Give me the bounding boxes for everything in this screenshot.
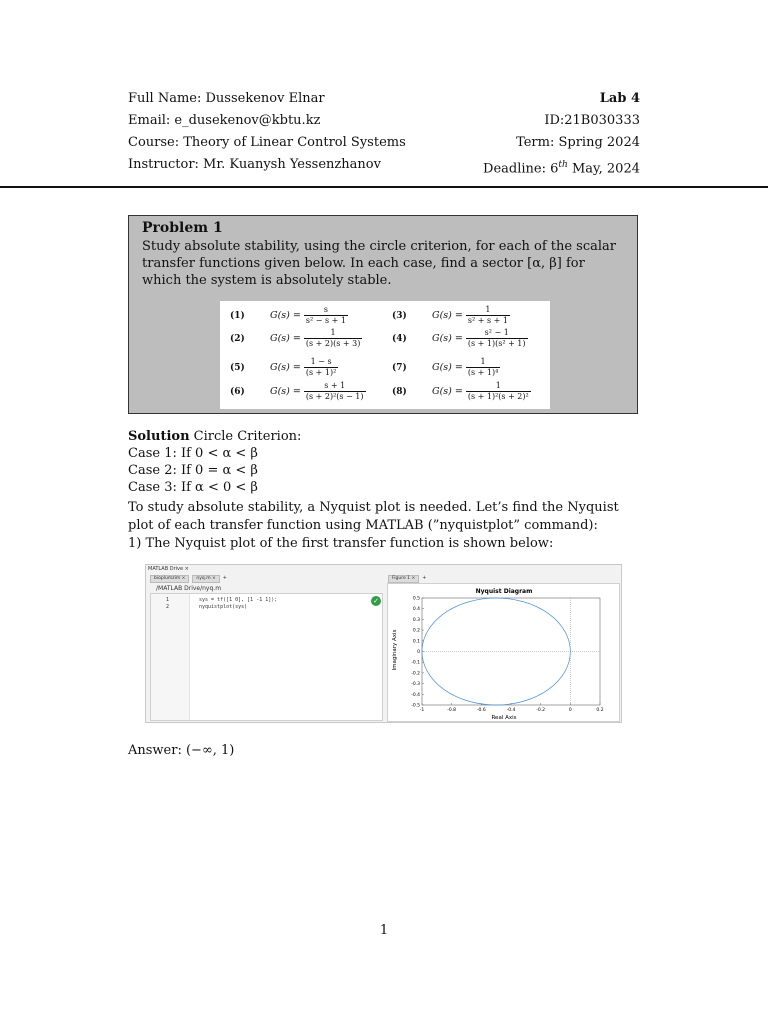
equation-7: (7) G(s) = $\frac{1}{\text{(s + 1)⁴}}$ — [392, 357, 499, 377]
solution-heading: Solution Circle Criterion: — [128, 429, 302, 444]
line-number-2: 2 — [166, 604, 170, 610]
tab-nyq[interactable]: nyq.m × — [192, 575, 219, 583]
line-gutter — [151, 594, 190, 720]
code-line-2: nyquistplot(sys) — [199, 604, 248, 610]
equation-6: (6) G(s) = $\frac{s + 1}{\text{(s + 2)²(s − 1)}}$ — [230, 381, 364, 401]
figure-panel — [387, 583, 620, 722]
problem-box — [128, 215, 638, 414]
case-1: Case 1: If 0 < α < β — [128, 446, 258, 461]
equation-4: (4) G(s) = $\frac{\text{s² − 1}}{\text{(s + 1)(s² + 1)}}$ — [392, 328, 526, 348]
full-name: Full Name: Dussekenov Elnar — [128, 91, 325, 106]
file-path: /MATLAB Drive/nyq.m — [156, 585, 222, 592]
check-icon: ✓ — [371, 596, 381, 606]
y-tick-label: 0 — [417, 650, 420, 655]
first-tf-paragraph: 1) The Nyquist plot of the first transfer function is shown below: — [128, 536, 554, 551]
page-number: 1 — [379, 923, 389, 938]
x-tick-label: 0 — [568, 708, 572, 713]
matlab-window-title: MATLAB Drive × — [148, 566, 189, 572]
equation-1: (1) G(s) = $\frac{s}{\text{s² − s + 1}}$ — [230, 305, 346, 325]
code-line-1: sys = tf([1 0], [1 -1 1]); — [199, 597, 278, 603]
y-tick-label: 0.2 — [412, 628, 420, 634]
add-tab-button[interactable]: + — [222, 575, 227, 581]
instructor: Instructor: Mr. Kuanysh Yessenzhanov — [128, 157, 381, 172]
y-tick-label: -0.5 — [411, 703, 420, 709]
course: Course: Theory of Linear Control Systems — [128, 135, 406, 150]
nyquist-chart — [388, 584, 619, 721]
x-tick-label: -0.8 — [447, 708, 457, 713]
equations-image — [220, 301, 550, 409]
add-figure-tab-button[interactable]: + — [422, 575, 427, 581]
y-tick-label: -0.2 — [411, 671, 420, 677]
x-tick-label: -1 — [419, 708, 425, 713]
x-axis-label: Real Axis — [491, 715, 517, 721]
x-tick-label: -0.6 — [476, 708, 486, 713]
solution — [128, 428, 301, 496]
y-tick-label: 0.3 — [412, 617, 420, 623]
y-tick-label: 0.1 — [412, 639, 420, 645]
nyquist-intro — [128, 499, 640, 553]
y-tick-label: -0.3 — [411, 682, 420, 688]
x-tick-label: -0.4 — [506, 708, 516, 713]
y-tick-label: 0.5 — [412, 596, 420, 602]
answer: Answer: (−∞, 1) — [128, 743, 235, 758]
term: Term: Spring 2024 — [516, 135, 640, 150]
deadline: Deadline: 6th May, 2024 — [483, 160, 640, 177]
chart-title: Nyquist Diagram — [475, 588, 533, 595]
y-tick-label: -0.4 — [411, 692, 420, 698]
editor-tabs — [150, 575, 227, 583]
x-tick-label: 0.2 — [596, 708, 604, 713]
assignment-info — [483, 88, 640, 180]
lab-number: Lab 4 — [599, 91, 640, 106]
student-id: ID:21B030333 — [544, 113, 640, 128]
y-tick-label: -0.1 — [411, 660, 420, 666]
equation-8: (8) G(s) = $\frac{1}{\text{(s + 1)²(s + 2)²}}$ — [392, 381, 529, 401]
y-tick-label: 0.4 — [412, 607, 420, 613]
y-axis-label: Imaginary Axis — [392, 629, 398, 671]
problem-title: Problem 1 — [142, 220, 223, 236]
author-info — [128, 88, 406, 176]
code-editor[interactable] — [150, 593, 383, 721]
x-tick-label: -0.2 — [536, 708, 546, 713]
tab-bioplumzim[interactable]: bioplumzim × — [150, 575, 189, 583]
email: Email: e_dusekenov@kbtu.kz — [128, 113, 321, 128]
figure-tabs — [388, 575, 426, 583]
case-2: Case 2: If 0 = α < β — [128, 463, 258, 478]
equation-2: (2) G(s) = $\frac{1}{(s + 2)(s + 3)}$ — [230, 328, 361, 348]
problem-text: Study absolute stability, using the circle criterion, for each of the scalar transfer functions given below. In each case, find a sector [α, β] for which the system is absolutely stable. — [142, 239, 617, 288]
tab-figure-1[interactable]: Figure 1 × — [388, 575, 419, 583]
case-3: Case 3: If α < 0 < β — [128, 480, 258, 495]
line-number-1: 1 — [166, 597, 170, 603]
equation-3: (3) G(s) = $\frac{1}{\text{s² + s + 1}}$ — [392, 305, 508, 325]
equation-5: (5) G(s) = $\frac{1 - s}{\text{(s + 1)²}}$ — [230, 357, 337, 377]
header-rule — [0, 186, 768, 188]
nyquist-paragraph: To study absolute stability, a Nyquist plot is needed. Let’s find the Nyquist plot of each transfer function using MATLAB (”nyquistplot” command): — [128, 500, 619, 533]
matlab-screenshot — [145, 564, 622, 723]
